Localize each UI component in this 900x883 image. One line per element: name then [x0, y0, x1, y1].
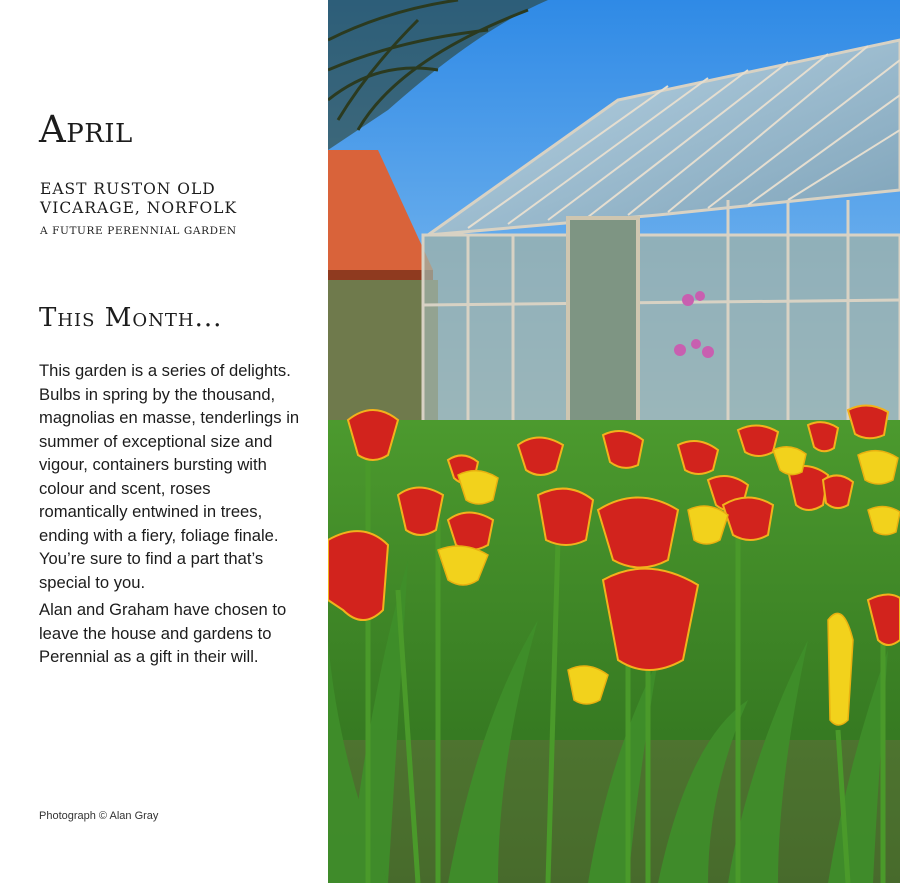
- month-title: April: [39, 108, 133, 151]
- photo-credit: Photograph © Alan Gray: [39, 810, 159, 822]
- section-body: [39, 359, 301, 673]
- greenhouse-tulips-illustration: [328, 0, 900, 883]
- garden-photo: [328, 0, 900, 883]
- garden-subtitle: A FUTURE PERENNIAL GARDEN: [40, 225, 237, 237]
- section-title: This Month...: [39, 303, 223, 333]
- body-paragraph: This garden is a series of delights. Bulbs in spring by the thousand, magnolias en masse, tenderlings in summer of exceptional size and vigour, containers bursting with colour and scent, roses romantically entwined in trees, ending with a fiery, foliage finale. You’re sure to find a part that’s special to you.: [39, 361, 300, 592]
- text-panel: [0, 0, 328, 883]
- garden-name: EAST RUSTON OLD VICARAGE, NORFOLK: [40, 180, 238, 217]
- body-paragraph: Alan and Graham have chosen to leave the house and gardens to Perennial as a gift in their will.: [39, 600, 287, 666]
